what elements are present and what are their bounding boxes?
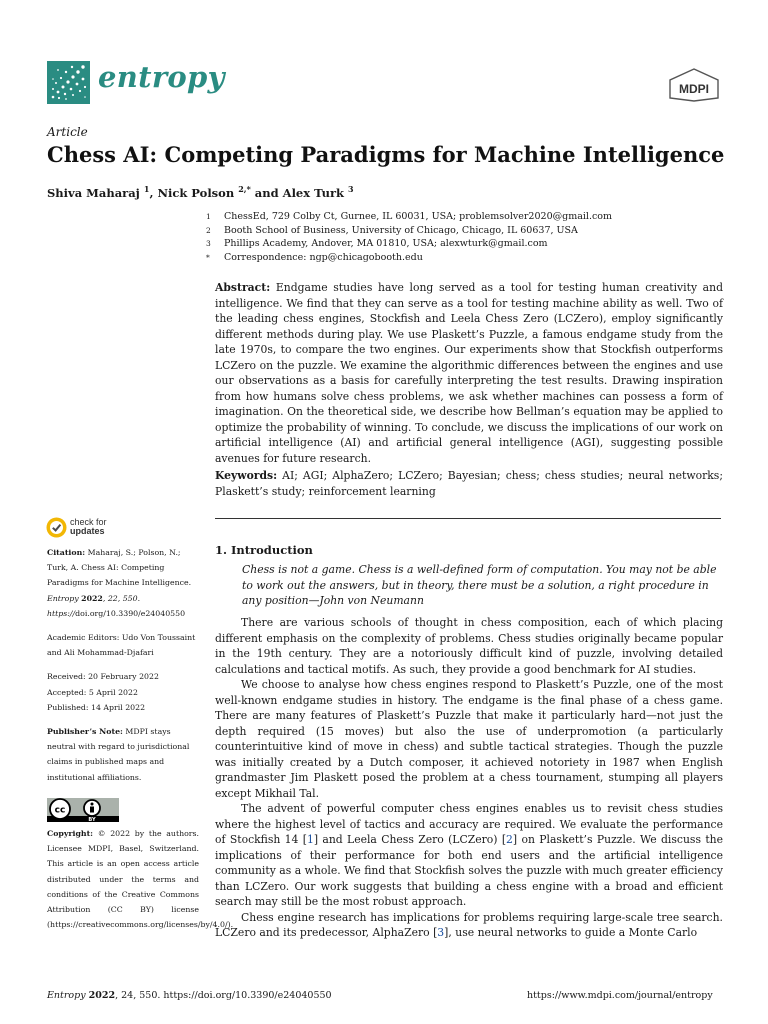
cc-by-label: BY [88,817,96,822]
publisher-logo[interactable] [668,68,720,102]
keywords-label: Keywords: [215,469,278,482]
publisher-note [47,724,199,785]
check-for-updates[interactable] [70,518,107,536]
check-for-updates-icon[interactable] [46,517,67,538]
citation-label: Citation: [47,548,86,557]
author-name[interactable]: Alex Turk [282,185,344,200]
citation-link[interactable]: 1 [306,833,314,846]
body-text [215,615,723,941]
epigraph-quote: Chess is not a game. Chess is a well-defined form of computation. You may not be able to work out the answers, but in theory, there must be a solution, a right procedure in any position—John von Neumann [242,563,717,607]
author-sup: 1 [143,184,150,194]
affiliations [206,210,726,264]
page-title: Chess AI: Competing Paradigms for Machine Intelligence [47,142,725,167]
cc-by-license-icon[interactable] [47,798,119,822]
author-name[interactable]: Shiva Maharaj [47,185,140,200]
citation [47,545,199,621]
affiliation-text: Correspondence: ngp@chicagobooth.edu [224,251,423,263]
article-type: Article [47,125,88,139]
journal-logo-graphic [47,61,90,104]
affiliation-text: Phillips Academy, Andover, MA 01810, USA; alexwturk@gmail.com [224,238,548,249]
paragraph: We choose to analyse how chess engines respond to Plaskett’s Puzzle, one of the most well-known endgame studies in history. The endgame is the final phase of a chess game. There are many features of Plaskett’s Puzzle that make it particularly hard—not just the depth required (15 moves) but also the use of underpromotion (a particularly counterintuitive kind of move in chess) and subtle tactical strategies. Though the puzzle was initially created by a Dutch composer, it achieved notoriety in 1987 when English grandmaster Jim Plaskett posed the problem at a chess tournament, stumping all players except Mikhail Tal. [215,678,723,800]
copyright-label: Copyright: [47,829,94,838]
citation-journal: Entropy [47,593,79,603]
paragraph [215,910,723,941]
date-published: Published: 14 April 2022 [47,702,146,712]
abstract-label: Abstract: [215,281,271,294]
journal-logo[interactable] [47,61,90,104]
journal-name[interactable]: entropy [98,60,225,94]
check-line1: check for [70,517,107,527]
affiliation-text: ChessEd, 729 Colby Ct, Gurnee, IL 60031, USA; problemsolver2020@gmail.com [224,211,613,222]
date-received: Received: 20 February 2022 [47,672,159,682]
section-heading: 1. Introduction [215,543,313,557]
keywords-text: AI; AGI; AlphaZero; LCZero; Bayesian; chess; chess studies; neural networks; Plaskett’s study; reinforcement learning [215,469,723,498]
affiliation-mark: 2 [206,225,211,235]
publisher-note-label: Publisher’s Note: [47,727,123,737]
author-joiner: , [149,185,158,200]
citation-link[interactable]: 2 [506,833,513,846]
citation-text: Maharaj, S.; Polson, N.; Turk, A. Chess AI: Competing Paradigms for Machine Intelligence. [47,548,192,588]
citation-year: 2022 [81,593,103,603]
author-joiner: and [250,185,283,200]
citation-volume: , 22, 550. https:// [47,593,141,618]
paragraph-text: The advent of powerful computer chess engines enables us to revisit chess studies where the highest level of tactics and accuracy are required. We evaluate the performance of Stockfish 14 [ [215,802,723,846]
check-line2: updates [70,526,105,536]
author-sup: 2,* [238,184,251,194]
paragraph-text: ] on Plaskett’s Puzzle. We discuss the implications of their performance for both end users and the artificial intelligence community as a whole. We find that Stockfish solves the puzzle with much greater efficiency than LCZero. Our work suggests that building a chess engine with a broad and efficient search may still be the most robust approach. [215,833,723,908]
affiliation-mark: 3 [206,239,211,248]
copyright [47,826,234,932]
keywords [215,468,723,499]
footer-doi[interactable]: , 24, 550. https://doi.org/10.3390/e24040550 [115,990,332,1001]
author-list [47,184,354,200]
footer-citation [47,990,332,1001]
affiliation-text: Booth School of Business, University of Chicago, Chicago, IL 60637, USA [224,224,578,236]
citation-link[interactable]: 3 [437,926,445,939]
divider [215,518,721,519]
affiliation-mark: 1 [206,212,211,221]
publisher-note-text: MDPI stays neutral with regard to jurisdictional claims in published maps and institutional affiliations. [47,727,190,782]
copyright-text: © 2022 by the authors. Licensee MDPI, Basel, Switzerland. This article is an open access article distributed under the terms and conditions of the Creative Commons Attribution (CC BY) license (https://creativecommons.org/licenses/by/4.0/). [47,829,234,930]
svg-text:cc: cc [54,805,66,816]
date-accepted: Accepted: 5 April 2022 [47,687,138,697]
paragraph: There are various schools of thought in chess composition, each of which placing different emphasis on the complexity of problems. Chess studies originally became popular in the 19th century. They are a notoriously difficult kind of puzzle, involving detailed calculations and tactical motifs. As such, they provide a good benchmark for AI studies. [215,616,723,676]
abstract-text: Endgame studies have long served as a tool for testing human creativity and intelligence. We find that they can serve as a tool for testing machine ability as well. Two of the leading chess engines, Stockfish and Leela Chess Zero (LCZero), employ significantly different methods during play. We use Plaskett’s Puzzle, a famous endgame study from the late 1970s, to compare the two engines. Our experiments show that Stockfish outperforms LCZero on the puzzle. We examine the algorithmic differences between the engines and use our observations as a basis for carefully interpreting the test results. Drawing inspiration from how humans solve chess problems, we ask whether machines can possess a form of imagination. On the theoretical side, we describe how Bellman’s equation may be applied to optimize the probability of winning. To conclude, we discuss the implications of our work on artificial intelligence (AI) and artificial general intelligence (AGI), suggesting possible avenues for future research. [215,281,723,465]
paragraph-text: ] and Leela Chess Zero (LCZero) [ [313,833,507,846]
paragraph [215,801,723,910]
footer-journal: Entropy [47,990,86,1001]
abstract [215,280,723,466]
author-sup: 3 [348,184,354,194]
academic-editors: Academic Editors: Udo Von Toussaint and Ali Mohammad-Djafari [47,633,196,658]
footer-year: 2022 [88,990,116,1001]
publisher-name: MDPI [679,82,709,96]
affiliation-mark: * [206,252,210,262]
sidebar-info [47,545,199,794]
author-name[interactable]: Nick Polson [157,185,235,200]
citation-doi[interactable]: doi.org/10.3390/e24040550 [75,608,186,618]
paragraph-text: ], use neural networks to guide a Monte Carlo [444,926,698,939]
paragraph-text: Chess engine research has implications for problems requiring large-scale tree search. LCZero and its predecessor, AlphaZero [ [215,910,723,939]
footer-url[interactable]: https://www.mdpi.com/journal/entropy [527,990,713,1001]
